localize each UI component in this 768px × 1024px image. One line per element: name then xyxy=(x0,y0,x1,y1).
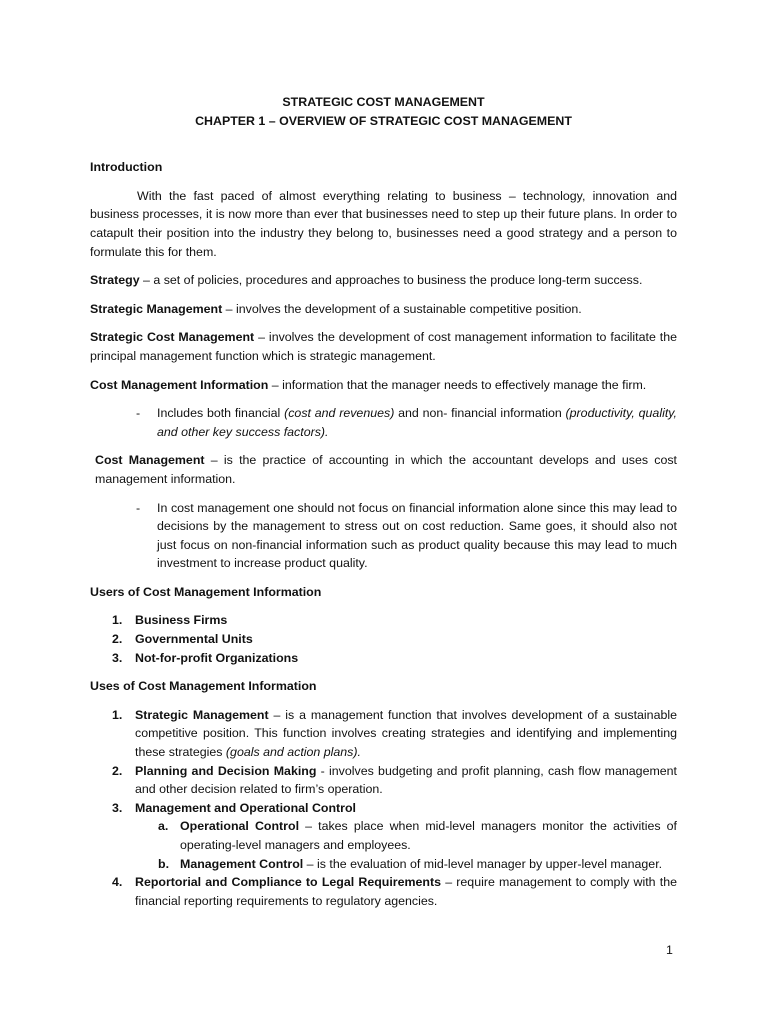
definition-term: Strategy xyxy=(90,273,140,288)
definition-term: Strategic Cost Management xyxy=(90,330,255,345)
users-heading: Users of Cost Management Information xyxy=(90,584,322,599)
definition-text: – is the practice of accounting in which the accountant develops and uses cost management information. xyxy=(95,453,677,486)
definition-term: Cost Management xyxy=(95,453,205,468)
definition-text: – a set of policies, procedures and approaches to business the produce long-term success. xyxy=(139,273,643,288)
list-item xyxy=(90,611,677,630)
cm-bullet-item xyxy=(90,499,677,573)
list-item-text: - involves budgeting and profit planning, cash flow management and other decision related to firm’s operation. xyxy=(135,763,678,797)
sub-list-item xyxy=(135,855,677,874)
list-item xyxy=(90,873,677,910)
bullet-text: Includes both financial xyxy=(157,406,285,421)
list-number: 2. xyxy=(112,763,123,778)
page-number: 1 xyxy=(666,943,673,957)
list-item-label: Not-for-profit Organizations xyxy=(135,650,299,665)
document-body xyxy=(90,93,677,910)
definition-term: Strategic Management xyxy=(90,301,223,316)
list-item xyxy=(90,649,677,668)
list-item-text: – is a management function that involves development of a sustainable competitive position. This function involves creating strategies and identifying and implementing these strategies xyxy=(135,707,677,760)
definition-text: – involves the development of a sustainable competitive position. xyxy=(222,301,582,316)
bullet-italic-text: (productivity, quality, and other key success factors). xyxy=(157,406,677,439)
list-item xyxy=(90,630,677,649)
uses-heading: Uses of Cost Management Information xyxy=(90,679,317,694)
definition-cost-management-information xyxy=(90,376,677,395)
list-item xyxy=(90,799,677,873)
definition-strategic-cost-management xyxy=(90,328,677,365)
definition-term: Cost Management Information xyxy=(90,377,269,392)
dash-marker: - xyxy=(136,406,141,421)
list-number: 4. xyxy=(112,875,123,890)
sub-list-text: – is the evaluation of mid-level manager by upper-level manager. xyxy=(303,856,663,871)
users-list xyxy=(90,611,677,667)
document-title: STRATEGIC COST MANAGEMENT xyxy=(282,95,485,109)
definition-strategic-management xyxy=(90,300,677,319)
sub-list-term: Operational Control xyxy=(180,819,300,834)
list-number: 3. xyxy=(112,800,123,815)
list-item-label: Business Firms xyxy=(135,613,228,628)
list-item-text: – require management to comply with the financial reporting requirements to regulatory agencies. xyxy=(135,875,677,908)
introduction-heading: Introduction xyxy=(90,160,163,175)
introduction-paragraph: With the fast paced of almost everything relating to business – technology, innovation and business processes, it is now more than ever that businesses need to step up their future plans. In order to catapult their position into the industry they belong to, businesses need a good strategy and a person to formulate this for them. xyxy=(90,188,677,259)
sub-list-item xyxy=(135,817,677,854)
list-number: 3. xyxy=(112,650,123,665)
definition-text: – information that the manager needs to effectively manage the firm. xyxy=(268,377,647,392)
sub-list-letter: a. xyxy=(158,819,169,834)
list-number: 1. xyxy=(112,613,123,628)
chapter-title: CHAPTER 1 – OVERVIEW OF STRATEGIC COST MANAGEMENT xyxy=(195,113,572,128)
list-item-term: Management and Operational Control xyxy=(135,800,356,815)
definition-cost-management xyxy=(90,451,677,488)
bullet-text: and non- financial information xyxy=(394,406,566,421)
cmi-bullet-item xyxy=(90,404,677,441)
definition-strategy xyxy=(90,271,677,290)
list-item-term: Reportorial and Compliance to Legal Requirements xyxy=(135,875,442,890)
sub-list-term: Management Control xyxy=(180,856,304,871)
bullet-text: In cost management one should not focus on financial information alone since this may lead to decisions by the management to stress out on cost reduction. Same goes, it should also not just focus on non-financial information such as product quality because this may lead to much investment to increase product quality. xyxy=(157,500,677,571)
list-item-italic-text: (goals and action plans). xyxy=(225,745,361,760)
list-item-term: Planning and Decision Making xyxy=(135,763,317,778)
list-number: 2. xyxy=(112,632,123,647)
list-number: 1. xyxy=(112,707,123,722)
bullet-italic-text: (cost and revenues) xyxy=(284,406,395,421)
sub-list-letter: b. xyxy=(158,856,170,871)
dash-marker: - xyxy=(136,500,141,515)
list-item xyxy=(90,762,677,799)
sub-list-text: – takes place when mid-level managers monitor the activities of operating-level managers and employees. xyxy=(180,819,677,852)
list-item-term: Strategic Management xyxy=(135,707,269,722)
definition-text: – involves the development of cost management information to facilitate the principal management function which is strategic management. xyxy=(90,330,677,363)
uses-list xyxy=(90,706,677,911)
sub-list xyxy=(135,817,677,873)
list-item xyxy=(90,706,677,762)
list-item-label: Governmental Units xyxy=(135,632,253,647)
